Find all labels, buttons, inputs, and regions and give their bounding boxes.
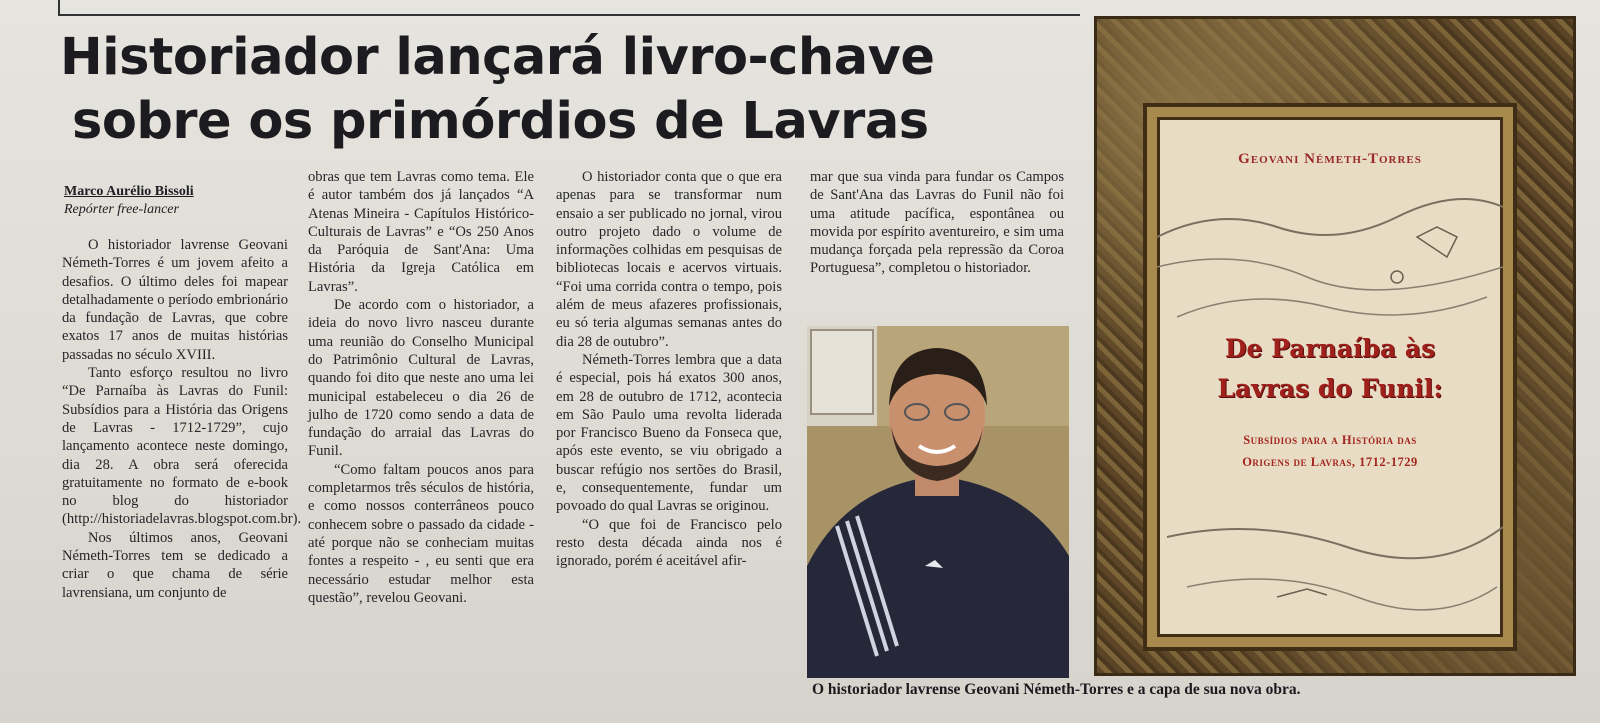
paragraph: mar que sua vinda para fundar os Campos de Sant'Ana das Lavras do Funil não foi uma atitude pacífica, espontânea ou movida por espírito aventureiro, e sim uma mudança forçada pela repressão da Coroa Portuguesa”, completou o historiador.: [810, 169, 1064, 277]
paragraph: “O que foi de Francisco pelo resto desta década ainda nos é ignorado, porém é aceitável afir-: [556, 516, 782, 570]
byline-author: Marco Aurélio Bissoli: [64, 184, 194, 199]
cover-subtitle: [1157, 429, 1503, 473]
article-column-2: [308, 168, 534, 607]
article-column-3: [556, 168, 782, 571]
historian-photo: [807, 326, 1069, 678]
paragraph: Tanto esforço resultou no livro “De Parnaíba às Lavras do Funil: Subsídios para a História das Origens de Lavras - 1712-1729”, cujo lançamento acontece neste domingo, dia 28. A obra será oferecida gratuitamente no formato de e-book no blog do historiador (http://historiadelavras.blogspot.com.br).: [62, 365, 302, 528]
paragraph: “Como faltam poucos anos para completarmos três séculos de história, e como nossos conterrâneos pouco conhecem sobre o passado da cidade - até porque não se conheciam muitas fontes a respeito - , eu senti que era necessário estudar melhor esta questão”, revelou Geovani.: [308, 461, 534, 606]
byline: [64, 183, 294, 219]
paragraph: Németh-Torres lembra que a data é especial, pois há exatos 300 anos, em 28 de outubro de 1712, acontecia em São Paulo uma revolta liderada por Francisco Bueno da Fonseca que, após este evento, se viu obrigado a buscar refúgio nos sertões do Brasil, e, consequentemente, fundar um povoado do qual Lavras se originou.: [556, 351, 782, 515]
headline-line-2: sobre os primórdios de Lavras: [72, 92, 929, 151]
book-cover-frame: [1094, 16, 1576, 676]
cover-subtitle-line-2: Origens de Lavras, 1712-1729: [1242, 455, 1418, 469]
article-column-4: [810, 168, 1064, 278]
cover-title: [1157, 329, 1503, 409]
paragraph: Nos últimos anos, Geovani Németh-Torres tem se dedicado a criar o que chama de série lavrensiana, um conjunto de: [62, 529, 288, 601]
cover-title-line-1: De Parnaíba às: [1224, 334, 1436, 363]
headline-line-1: Historiador lançará livro-chave: [60, 28, 935, 87]
cover-author: Geovani Németh-Torres: [1238, 151, 1422, 167]
headline: [60, 26, 1070, 154]
book-cover: [1147, 107, 1513, 647]
top-rule: [58, 0, 1080, 16]
paragraph: O historiador lavrense Geovani Németh-Torres é um jovem afeito a desafios. O último deles foi mapear detalhadamente o período embrionário da fundação de Lavras, que cobre exatos 17 anos de muitas histórias passadas no século XVIII.: [62, 237, 288, 363]
article-column-1: [62, 236, 302, 602]
photo-caption: O historiador lavrense Geovani Németh-Torres e a capa de sua nova obra.: [812, 681, 1301, 698]
paragraph: De acordo com o historiador, a ideia do novo livro nasceu durante uma reunião do Conselho Municipal do Patrimônio Cultural de Lavras, quando foi dito que neste ano uma lei municipal estabeleceu o dia 26 de julho de 1720 como sendo a data de fundação do arraial das Lavras do Funil.: [308, 297, 534, 460]
cover-subtitle-line-1: Subsídios para a História das: [1243, 433, 1417, 447]
cover-title-line-2: Lavras do Funil:: [1217, 374, 1443, 403]
paragraph: obras que tem Lavras como tema. Ele é autor também dos já lançados “A Atenas Mineira - Capítulos Histórico-Culturais de Lavras” e “Os 250 Anos da Paróquia de Sant'Ana: Uma História da Igreja Católica em Lavras”.: [308, 169, 534, 295]
byline-role: Repórter free-lancer: [64, 202, 179, 217]
paragraph: O historiador conta que o que era apenas para se transformar num ensaio a ser publicado no jornal, virou outro projeto dado o volume de informações colhidas em pesquisas de bibliotecas locais e acervos virtuais. “Foi uma corrida contra o tempo, pois além de meus afazeres profissionais, eu só teria algumas semanas antes do dia 28 de outubro”.: [556, 169, 782, 350]
